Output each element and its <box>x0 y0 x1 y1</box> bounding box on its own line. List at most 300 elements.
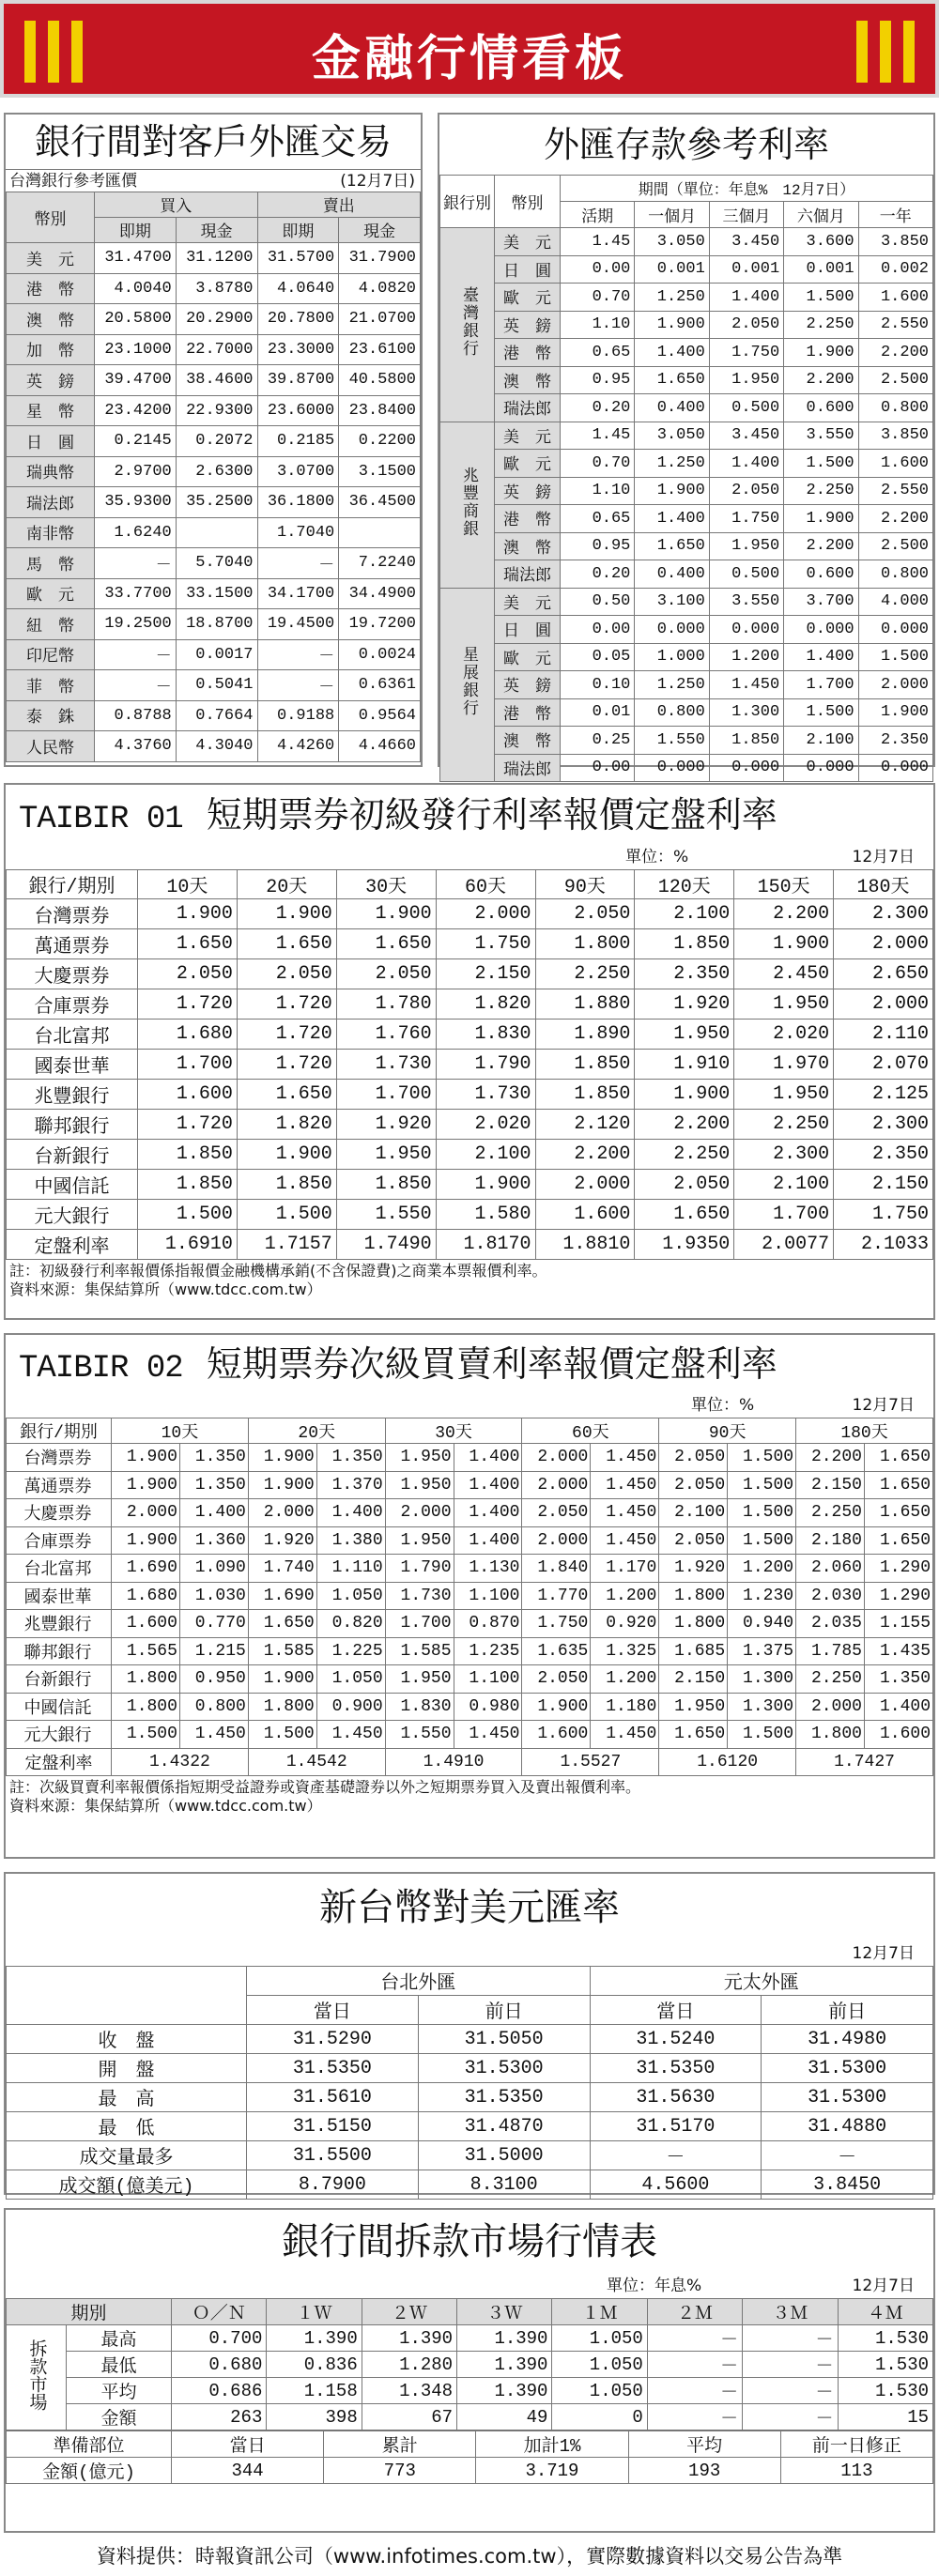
ntd-row-label: 最 低 <box>7 2112 247 2141</box>
fx-rate-cell: 1.6240 <box>95 517 177 548</box>
taibir02-rate-cell: 1.350 <box>179 1471 248 1499</box>
dep-rate-cell: 1.900 <box>858 698 932 727</box>
taibir01-rate-cell: 1.650 <box>336 929 436 959</box>
ntd-row-label: 開 盤 <box>7 2054 247 2083</box>
fx-rate-cell: 4.4260 <box>257 731 339 762</box>
dep-currency-name: 英 鎊 <box>495 477 561 505</box>
fx-rate-cell: 0.2072 <box>176 426 257 457</box>
fx-rate-cell: 39.8700 <box>257 365 339 396</box>
taibir02-header-cell: 60天 <box>522 1418 659 1444</box>
table-row <box>7 870 933 899</box>
taibir02-rate-cell: 1.450 <box>591 1721 659 1749</box>
dep-rate-cell: 1.900 <box>784 339 858 367</box>
call-value-cell: 49 <box>457 2404 552 2430</box>
taibir01-header-cell: 20天 <box>237 870 336 899</box>
dep-currency-name: 澳 幣 <box>495 727 561 755</box>
table-row <box>7 1637 933 1665</box>
dep-rate-cell: 0.000 <box>858 754 932 782</box>
table-row <box>7 1140 933 1170</box>
call-value-cell: － <box>647 2404 742 2430</box>
taibir02-rate-cell: 1.635 <box>522 1637 591 1665</box>
call-unit: 單位：年息% <box>607 2277 702 2295</box>
taibir01-rate-cell: 1.750 <box>834 1200 933 1230</box>
call-value-cell: 1.158 <box>267 2378 362 2404</box>
call-value-cell: － <box>743 2378 838 2404</box>
footer <box>4 2540 935 2572</box>
taibir02-rate-cell: 1.050 <box>316 1665 385 1694</box>
taibir02-rate-cell: 1.585 <box>385 1637 454 1665</box>
dep-rate-cell: 1.400 <box>709 284 783 312</box>
table-row <box>7 731 421 762</box>
reserve-header-cell: 當日 <box>172 2431 324 2458</box>
table-row <box>7 1170 933 1200</box>
call-value-cell: － <box>647 2378 742 2404</box>
taibir02-rate-cell: 1.400 <box>454 1526 522 1555</box>
fx-currency-name: 港 幣 <box>7 273 95 304</box>
dep-rate-cell: 1.700 <box>784 671 858 699</box>
fx-rate-cell: 23.8400 <box>339 395 421 426</box>
fx-rate-cell: 35.9300 <box>95 487 177 518</box>
dep-rate-cell: 3.450 <box>709 228 783 256</box>
dep-rate-cell: 1.850 <box>709 727 783 755</box>
table-row <box>7 1665 933 1694</box>
call-value-cell: 1.390 <box>457 2352 552 2378</box>
taibir01-rate-cell: 2.150 <box>834 1170 933 1200</box>
ntd-value-cell: 31.5240 <box>590 2025 762 2054</box>
table-row <box>440 422 933 450</box>
taibir02-source: 資料來源：集保結算所（www.tdcc.com.tw） <box>9 1797 322 1815</box>
taibir01-rate-cell: 1.790 <box>436 1050 535 1080</box>
table-row <box>7 1200 933 1230</box>
dep-rate-cell: 3.050 <box>635 228 709 256</box>
taibir02-fix-value: 1.4542 <box>248 1748 385 1776</box>
taibir01-rate-cell: 2.250 <box>734 1110 834 1140</box>
dep-rate-cell: 0.800 <box>858 394 932 422</box>
fx-deposit-rates-panel <box>438 113 935 780</box>
call-value-cell: 1.050 <box>552 2352 647 2378</box>
taibir01-rate-cell: 1.950 <box>734 1080 834 1110</box>
fx-header-sub: 現金 <box>339 218 421 243</box>
dep-currency-name: 日 圓 <box>495 616 561 644</box>
dep-currency-name: 英 鎊 <box>495 671 561 699</box>
table-row <box>7 929 933 959</box>
dep-rate-cell: 0.70 <box>561 450 635 478</box>
taibir02-rate-cell: 2.035 <box>796 1610 865 1638</box>
dep-bank-label: 兆豐商銀 <box>458 466 476 538</box>
taibir01-rate-cell: 2.100 <box>635 899 734 929</box>
ntd-date: 12月7日 <box>852 1944 915 1963</box>
table-row <box>440 339 933 367</box>
fx-currency-name: 加 幣 <box>7 334 95 365</box>
taibir01-rate-cell: 1.680 <box>138 1020 238 1050</box>
dep-rate-cell: 2.200 <box>858 505 932 533</box>
taibir02-rate-cell: 1.800 <box>112 1693 180 1721</box>
fx-rate-cell: 19.4500 <box>257 609 339 640</box>
fx-currency-name: 日 圓 <box>7 426 95 457</box>
fx-header-buy: 買入 <box>95 192 258 218</box>
taibir01-header-cell: 90天 <box>535 870 635 899</box>
call-value-cell: 263 <box>172 2404 267 2430</box>
taibir02-rate-cell: 1.450 <box>591 1444 659 1472</box>
taibir02-fix-value: 1.7427 <box>796 1748 933 1776</box>
taibir02-rate-cell: 1.030 <box>179 1582 248 1610</box>
fx-rate-cell: 3.8780 <box>176 273 257 304</box>
dep-rate-cell: 3.550 <box>709 588 783 616</box>
taibir02-fix-label: 定盤利率 <box>7 1748 112 1776</box>
taibir02-rate-cell: 0.900 <box>316 1693 385 1721</box>
dep-currency-name: 美 元 <box>495 228 561 256</box>
dep-rate-cell: 4.000 <box>858 588 932 616</box>
dep-bank-label: 星展銀行 <box>458 646 476 718</box>
taibir01-rate-cell: 2.300 <box>834 1110 933 1140</box>
taibir02-rate-cell: 1.950 <box>385 1444 454 1472</box>
taibir02-bank-name: 台灣票券 <box>7 1444 112 1472</box>
taibir02-header-cell: 30天 <box>385 1418 522 1444</box>
taibir02-rate-cell: 1.400 <box>179 1499 248 1527</box>
reserve-table <box>6 2430 933 2484</box>
taibir02-fix-value: 1.4322 <box>112 1748 249 1776</box>
dep-rate-cell: 1.500 <box>784 284 858 312</box>
dep-rate-cell: 3.700 <box>784 588 858 616</box>
table-row <box>440 477 933 505</box>
fx-rate-cell: － <box>95 639 177 670</box>
ntd-header-sub: 當日 <box>247 1996 419 2025</box>
ntd-row-label: 成交量最多 <box>7 2141 247 2170</box>
fx-rate-cell: 0.8788 <box>95 700 177 731</box>
taibir01-rate-cell: 2.250 <box>535 959 635 989</box>
dep-rate-cell: 0.500 <box>709 394 783 422</box>
table-row <box>7 2352 933 2378</box>
call-row-label: 最高 <box>67 2325 172 2352</box>
taibir01-rate-cell: 1.950 <box>635 1020 734 1050</box>
fx-rate-cell: － <box>95 670 177 701</box>
taibir02-rate-cell: 1.350 <box>179 1444 248 1472</box>
dep-currency-name: 英 鎊 <box>495 311 561 339</box>
dep-rate-cell: 2.250 <box>784 477 858 505</box>
table-row <box>440 588 933 616</box>
fx-header-sub: 即期 <box>95 218 177 243</box>
taibir02-rate-cell: 1.690 <box>248 1582 316 1610</box>
taibir01-rate-cell: 2.1033 <box>834 1230 933 1260</box>
taibir02-header-cell: 180天 <box>796 1418 933 1444</box>
ntd-value-cell: 8.7900 <box>247 2170 419 2200</box>
ntd-header-sub: 前日 <box>762 1996 933 2025</box>
fx-rate-cell: 0.0024 <box>339 639 421 670</box>
taibir01-rate-cell: 1.8810 <box>535 1230 635 1260</box>
taibir02-header <box>6 1335 933 1393</box>
dep-rate-cell: 0.400 <box>635 560 709 589</box>
dep-rate-cell: 0.25 <box>561 727 635 755</box>
taibir01-rate-cell: 1.900 <box>138 899 238 929</box>
taibir02-rate-cell: 1.500 <box>728 1499 796 1527</box>
taibir01-rate-cell: 2.110 <box>834 1020 933 1050</box>
dep-currency-name: 澳 幣 <box>495 366 561 394</box>
taibir01-rate-cell: 1.880 <box>535 989 635 1020</box>
taibir02-rate-cell: 0.940 <box>728 1610 796 1638</box>
taibir01-header-cell: 銀行/期別 <box>7 870 138 899</box>
taibir01-bank-name: 聯邦銀行 <box>7 1110 138 1140</box>
taibir01-rate-cell: 1.850 <box>237 1170 336 1200</box>
dep-table <box>439 175 933 782</box>
taibir02-rate-cell: 1.770 <box>522 1582 591 1610</box>
taibir01-rate-cell: 2.200 <box>535 1140 635 1170</box>
fx-currency-name: 星 幣 <box>7 395 95 426</box>
fx-rate-cell: 36.1800 <box>257 487 339 518</box>
taibir02-rate-cell: 1.500 <box>112 1721 180 1749</box>
dep-rate-cell: 1.500 <box>784 450 858 478</box>
table-row <box>7 609 421 640</box>
taibir02-rate-cell: 1.800 <box>796 1721 865 1749</box>
table-row <box>7 989 933 1020</box>
taibir02-rate-cell: 2.000 <box>248 1499 316 1527</box>
fx-rate-cell: 4.4660 <box>339 731 421 762</box>
taibir02-table <box>6 1418 933 1776</box>
table-row <box>440 450 933 478</box>
taibir02-rate-cell: 1.800 <box>248 1693 316 1721</box>
call-side-text: 拆款市場 <box>25 2338 47 2411</box>
taibir02-rate-cell: 0.820 <box>316 1610 385 1638</box>
dep-currency-name: 歐 元 <box>495 284 561 312</box>
dep-rate-cell: 0.50 <box>561 588 635 616</box>
taibir01-rate-cell: 2.200 <box>635 1110 734 1140</box>
taibir02-rate-cell: 1.500 <box>248 1721 316 1749</box>
taibir02-rate-cell: 1.200 <box>591 1665 659 1694</box>
call-header-cell: Ｏ／Ｎ <box>172 2299 267 2325</box>
taibir01-rate-cell: 2.000 <box>834 929 933 959</box>
dep-header-term: 一年 <box>858 202 932 228</box>
reserve-value-cell: 金額(億元) <box>7 2458 172 2484</box>
ntd-row-label: 最 高 <box>7 2083 247 2112</box>
call-value-cell: 0.686 <box>172 2378 267 2404</box>
call-unit-line <box>6 2274 933 2298</box>
taibir01-bank-name: 定盤利率 <box>7 1230 138 1260</box>
ntd-header-sub: 當日 <box>590 1996 762 2025</box>
table-row <box>440 394 933 422</box>
dep-rate-cell: 1.300 <box>709 698 783 727</box>
dep-rate-cell: 0.95 <box>561 532 635 560</box>
taibir02-unit: 單位：% <box>691 1396 755 1415</box>
taibir02-rate-cell: 2.150 <box>796 1471 865 1499</box>
taibir01-rate-cell: 1.820 <box>436 989 535 1020</box>
table-row <box>440 727 933 755</box>
dep-rate-cell: 0.20 <box>561 560 635 589</box>
table-row <box>7 639 421 670</box>
fx-rate-cell: 20.5800 <box>95 304 177 335</box>
call-loan-panel <box>4 2208 935 2533</box>
table-row <box>7 1721 933 1749</box>
dep-rate-cell: 1.400 <box>635 505 709 533</box>
dep-rate-cell: 0.000 <box>784 754 858 782</box>
fx-rate-cell: 31.5700 <box>257 243 339 274</box>
taibir02-rate-cell: 1.090 <box>179 1555 248 1583</box>
taibir02-rate-cell: 2.000 <box>112 1499 180 1527</box>
call-header-cell: ２Ｗ <box>362 2299 456 2325</box>
reserve-header-cell: 加計1% <box>476 2431 628 2458</box>
table-row <box>440 754 933 782</box>
ntd-value-cell: 31.5350 <box>590 2054 762 2083</box>
taibir01-rate-cell: 2.050 <box>138 959 238 989</box>
taibir02-rate-cell: 1.500 <box>728 1526 796 1555</box>
table-row <box>7 578 421 609</box>
fx-currency-name: 馬 幣 <box>7 548 95 579</box>
dep-rate-cell: 1.45 <box>561 422 635 450</box>
dep-rate-cell: 1.400 <box>784 643 858 671</box>
taibir01-rate-cell: 2.300 <box>834 899 933 929</box>
taibir02-rate-cell: 2.060 <box>796 1555 865 1583</box>
ntd-title: 新台幣對美元匯率 <box>319 1886 620 1929</box>
call-value-cell: 1.280 <box>362 2352 456 2378</box>
taibir01-rate-cell: 1.910 <box>635 1050 734 1080</box>
dep-rate-cell: 0.95 <box>561 366 635 394</box>
dep-currency-name: 港 幣 <box>495 698 561 727</box>
taibir02-rate-cell: 1.600 <box>522 1721 591 1749</box>
reserve-value-cell: 113 <box>780 2458 932 2484</box>
table-row <box>7 304 421 335</box>
dep-rate-cell: 0.70 <box>561 284 635 312</box>
fx-rate-cell: 33.7700 <box>95 578 177 609</box>
table-row <box>440 366 933 394</box>
fx-currency-name: 紐 幣 <box>7 609 95 640</box>
taibir01-bank-name: 兆豐銀行 <box>7 1080 138 1110</box>
taibir01-rate-cell: 2.0077 <box>734 1230 834 1260</box>
taibir02-rate-cell: 1.300 <box>728 1665 796 1694</box>
fx-rate-cell: 23.6100 <box>339 334 421 365</box>
fx-currency-name: 人民幣 <box>7 731 95 762</box>
dep-rate-cell: 3.600 <box>784 228 858 256</box>
taibir02-rate-cell: 1.180 <box>591 1693 659 1721</box>
taibir01-header-cell: 150天 <box>734 870 834 899</box>
taibir02-rate-cell: 0.950 <box>179 1665 248 1694</box>
call-header-cell: １Ｍ <box>552 2299 647 2325</box>
dep-rate-cell: 0.05 <box>561 643 635 671</box>
call-table <box>6 2298 933 2430</box>
reserve-header-cell: 平均 <box>628 2431 780 2458</box>
ntd-value-cell: 31.5610 <box>247 2083 419 2112</box>
dep-rate-cell: 3.100 <box>635 588 709 616</box>
ntd-table <box>6 1966 933 2200</box>
taibir02-rate-cell: 1.950 <box>659 1693 728 1721</box>
dep-rate-cell: 0.000 <box>709 754 783 782</box>
call-value-cell: － <box>647 2325 742 2352</box>
fx-header-sub: 現金 <box>176 218 257 243</box>
call-value-cell: 1.390 <box>457 2325 552 2352</box>
taibir01-panel <box>4 783 935 1320</box>
table-row <box>7 273 421 304</box>
taibir02-rate-cell: 1.790 <box>385 1555 454 1583</box>
taibir01-header-cell: 180天 <box>834 870 933 899</box>
taibir01-rate-cell: 2.050 <box>237 959 336 989</box>
taibir02-bank-name: 聯邦銀行 <box>7 1637 112 1665</box>
dep-header-bank: 銀行別 <box>440 176 495 228</box>
taibir02-rate-cell: 1.200 <box>728 1555 796 1583</box>
dep-rate-cell: 0.000 <box>858 616 932 644</box>
call-value-cell: 1.530 <box>838 2325 932 2352</box>
fx-currency-name: 南非幣 <box>7 517 95 548</box>
dep-rate-cell: 2.200 <box>784 366 858 394</box>
taibir02-rate-cell: 1.215 <box>179 1637 248 1665</box>
taibir02-rate-cell: 2.000 <box>522 1444 591 1472</box>
taibir02-rate-cell: 1.740 <box>248 1555 316 1583</box>
table-row <box>7 517 421 548</box>
table-row <box>7 959 933 989</box>
taibir02-rate-cell: 1.375 <box>728 1637 796 1665</box>
call-value-cell: － <box>647 2352 742 2378</box>
call-title: 銀行間拆款市場行情表 <box>282 2220 657 2263</box>
dep-rate-cell: 1.950 <box>709 532 783 560</box>
taibir01-rate-cell: 1.700 <box>734 1200 834 1230</box>
taibir01-unit: 單位：% <box>625 848 689 866</box>
taibir02-rate-cell: 1.600 <box>112 1610 180 1638</box>
table-row <box>7 700 421 731</box>
fx-rate-cell: 0.0017 <box>176 639 257 670</box>
fx-rate-cell: 34.4900 <box>339 578 421 609</box>
taibir02-rate-cell: 0.920 <box>591 1610 659 1638</box>
fx-rate-cell: 40.5800 <box>339 365 421 396</box>
fx-header-sub: 即期 <box>257 218 339 243</box>
fx-rate-cell: 22.7000 <box>176 334 257 365</box>
fx-rate-cell: 7.2240 <box>339 548 421 579</box>
taibir02-rate-cell: 1.450 <box>316 1721 385 1749</box>
fx-rate-cell: 0.6361 <box>339 670 421 701</box>
taibir01-rate-cell: 1.8170 <box>436 1230 535 1260</box>
taibir02-rate-cell: 1.685 <box>659 1637 728 1665</box>
ntd-row-label: 收 盤 <box>7 2025 247 2054</box>
fx-rate-cell: 21.0700 <box>339 304 421 335</box>
taibir01-rate-cell: 1.900 <box>734 929 834 959</box>
dep-rate-cell: 1.600 <box>858 284 932 312</box>
taibir01-rate-cell: 1.900 <box>635 1080 734 1110</box>
table-row <box>7 1444 933 1472</box>
taibir02-rate-cell: 1.235 <box>454 1637 522 1665</box>
taibir01-rate-cell: 1.900 <box>237 899 336 929</box>
fx-rate-cell: 0.2185 <box>257 426 339 457</box>
dep-currency-name: 港 幣 <box>495 339 561 367</box>
table-row <box>7 2458 933 2484</box>
fx-rate-cell: 23.4200 <box>95 395 177 426</box>
taibir02-date: 12月7日 <box>852 1396 915 1415</box>
call-value-cell: 1.390 <box>362 2325 456 2352</box>
dep-rate-cell: 1.000 <box>635 643 709 671</box>
taibir02-rate-cell: 1.830 <box>385 1693 454 1721</box>
table-row <box>7 426 421 457</box>
taibir02-unit-line <box>6 1393 933 1418</box>
table-row <box>7 334 421 365</box>
table-row <box>440 255 933 284</box>
fx-header-sell: 賣出 <box>257 192 421 218</box>
ntd-usd-panel <box>4 1872 935 2199</box>
taibir01-rate-cell: 1.780 <box>336 989 436 1020</box>
dep-rate-cell: 0.001 <box>635 255 709 284</box>
dep-header-period: 期間（單位：年息% 12月7日） <box>561 176 933 202</box>
dep-rate-cell: 0.01 <box>561 698 635 727</box>
dep-rate-cell: 1.400 <box>635 339 709 367</box>
taibir01-rate-cell: 2.000 <box>436 899 535 929</box>
call-side-label <box>7 2325 67 2430</box>
table-row <box>7 2431 933 2458</box>
table-row <box>7 1020 933 1050</box>
table-row <box>440 284 933 312</box>
taibir01-rate-cell: 1.850 <box>635 929 734 959</box>
taibir02-rate-cell: 1.650 <box>659 1721 728 1749</box>
taibir02-fix-value: 1.4910 <box>385 1748 522 1776</box>
table-row <box>7 1110 933 1140</box>
taibir02-rate-cell: 1.100 <box>454 1665 522 1694</box>
taibir02-rate-cell: 1.785 <box>796 1637 865 1665</box>
taibir01-rate-cell: 1.720 <box>138 1110 238 1140</box>
call-value-cell: 15 <box>838 2404 932 2430</box>
fx-subtitle-source: 台灣銀行參考匯價 <box>9 172 137 191</box>
taibir01-table <box>6 869 933 1260</box>
